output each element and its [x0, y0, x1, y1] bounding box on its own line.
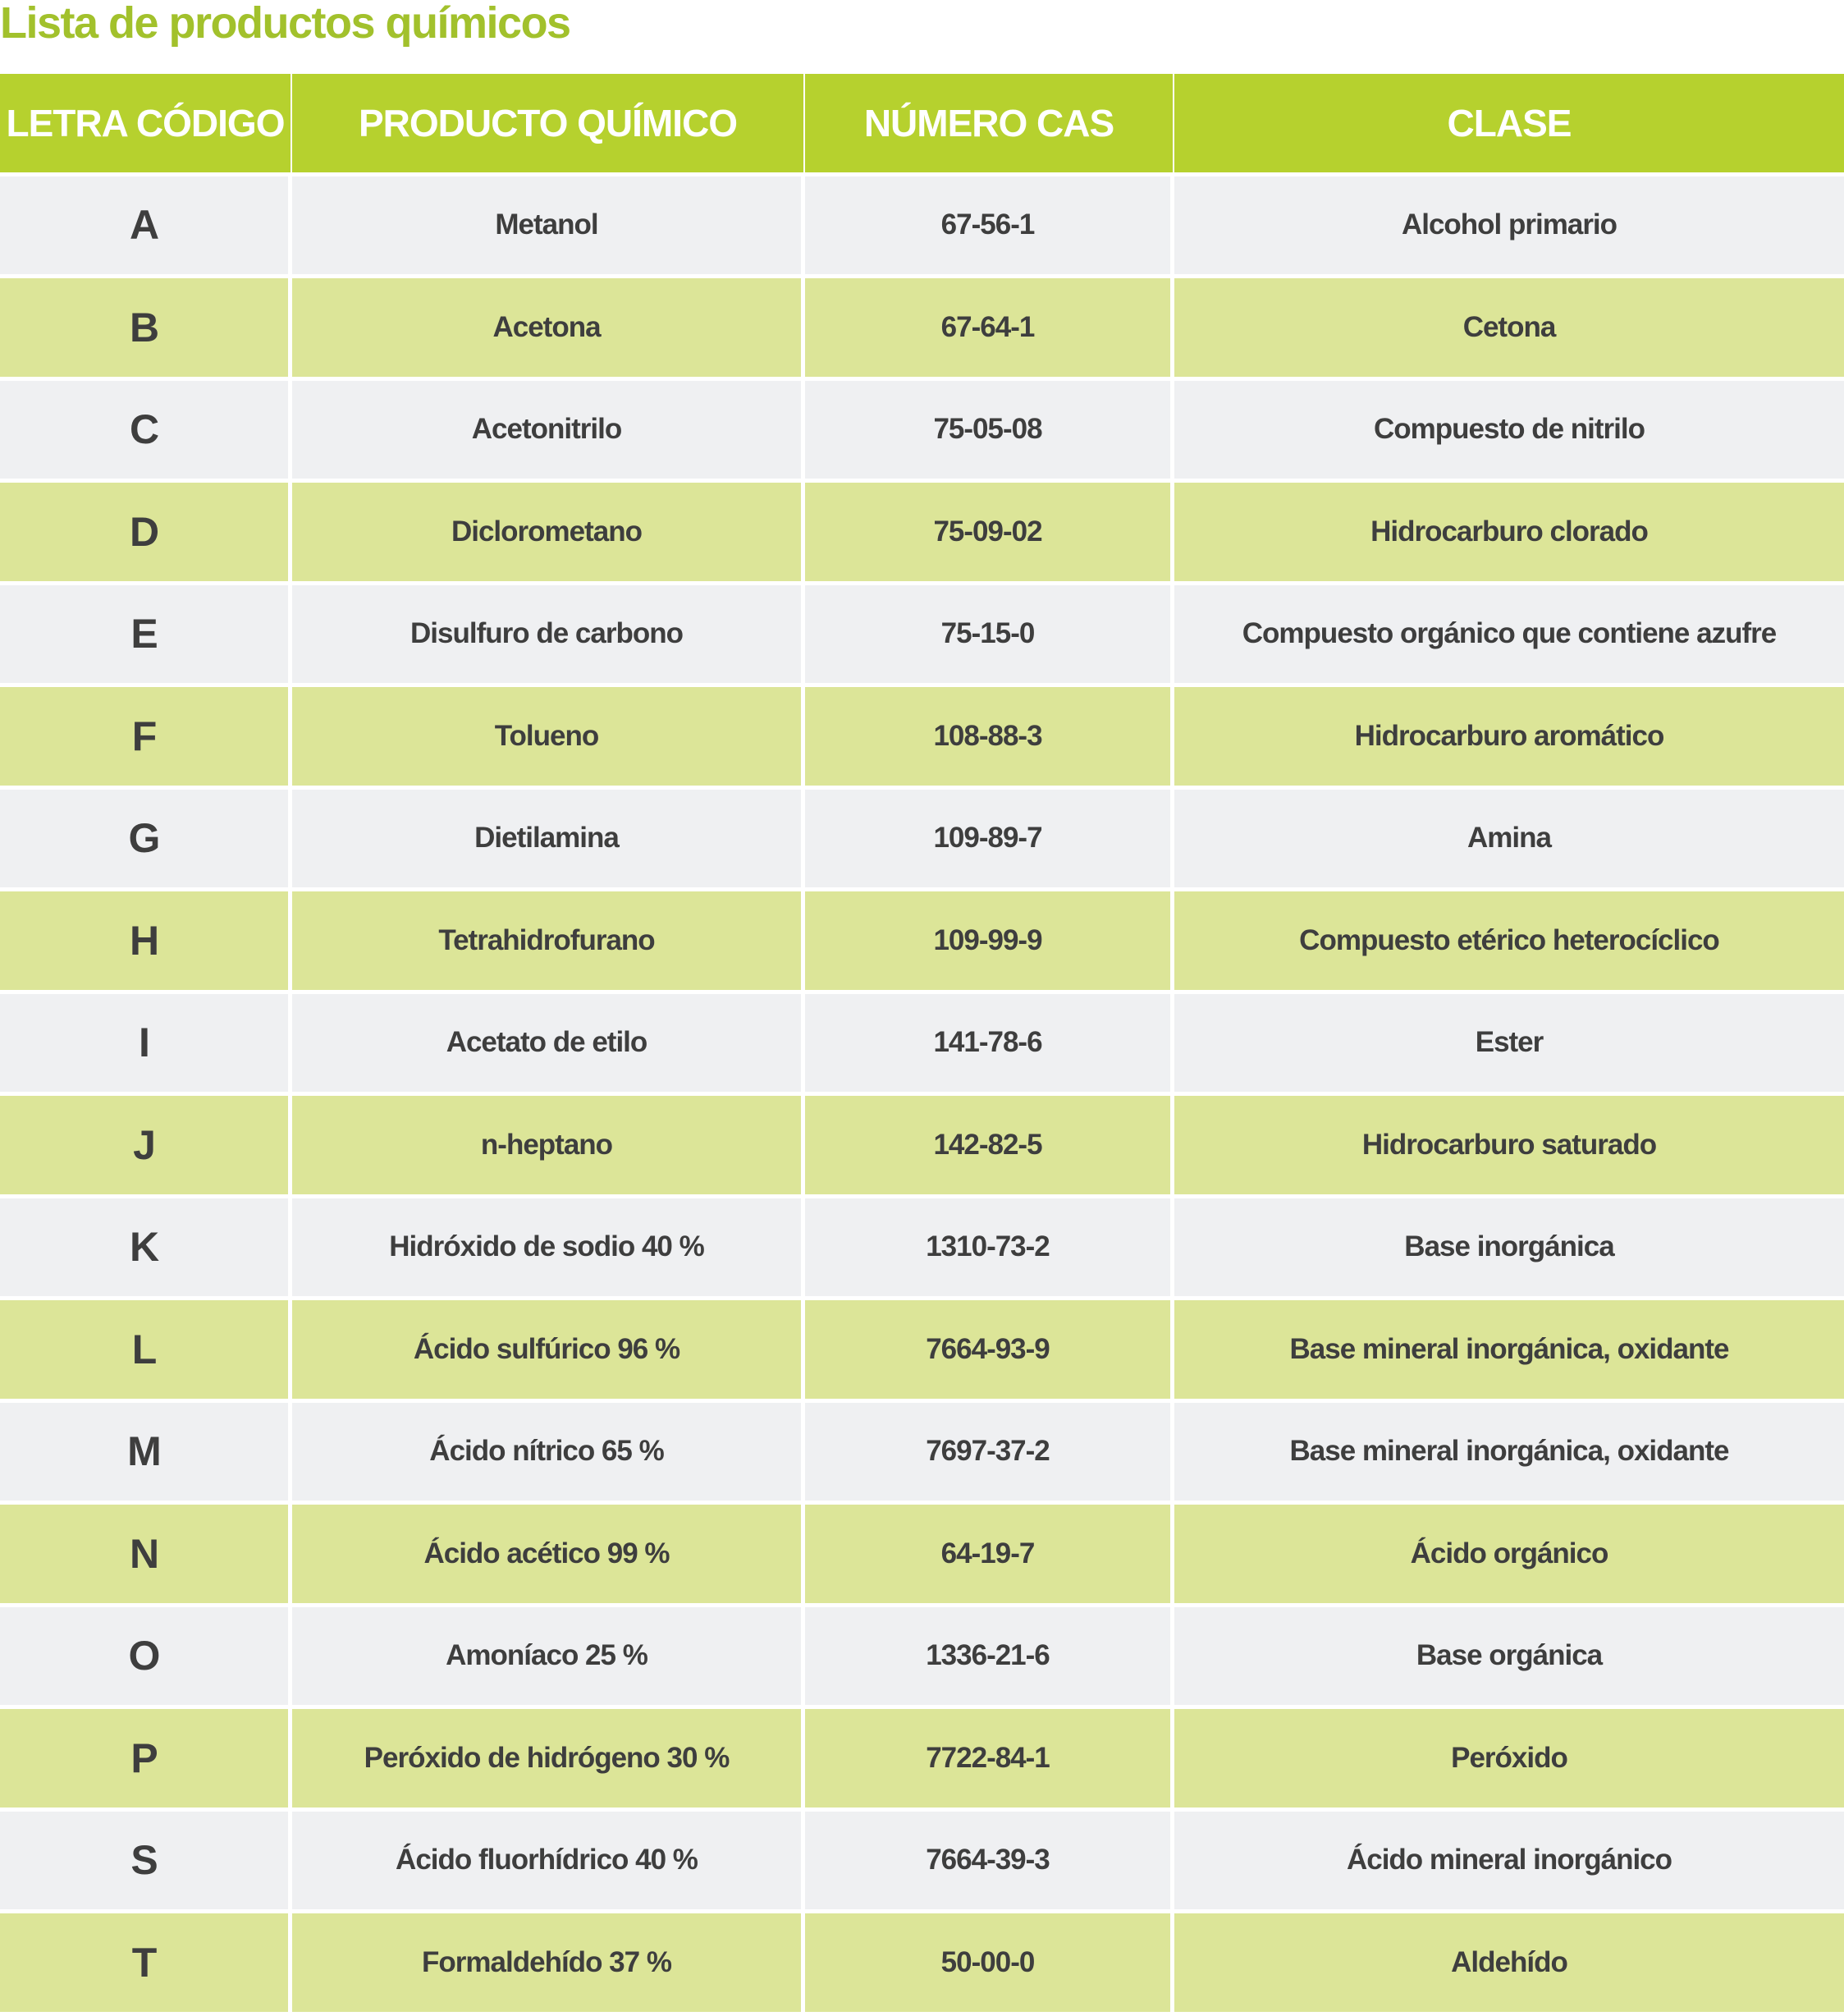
header-code: LETRA CÓDIGO — [0, 74, 292, 176]
cell-cas: 108-88-3 — [805, 687, 1174, 790]
cell-class: Hidrocarburo clorado — [1174, 483, 1844, 585]
cell-product: Ácido sulfúrico 96 % — [292, 1300, 805, 1403]
header-class: CLASE — [1174, 74, 1844, 176]
cell-class: Hidrocarburo saturado — [1174, 1096, 1844, 1198]
cell-code: E — [0, 585, 292, 688]
cell-cas: 142-82-5 — [805, 1096, 1174, 1198]
cell-cas: 7664-39-3 — [805, 1812, 1174, 1914]
header-product: PRODUCTO QUÍMICO — [292, 74, 805, 176]
cell-product: Hidróxido de sodio 40 % — [292, 1198, 805, 1301]
cell-code: L — [0, 1300, 292, 1403]
cell-cas: 1310-73-2 — [805, 1198, 1174, 1301]
cell-product: Amoníaco 25 % — [292, 1607, 805, 1710]
cell-cas: 1336-21-6 — [805, 1607, 1174, 1710]
cell-cas: 109-89-7 — [805, 790, 1174, 892]
cell-product: Ácido acético 99 % — [292, 1505, 805, 1607]
cell-class: Base inorgánica — [1174, 1198, 1844, 1301]
cell-product: Dietilamina — [292, 790, 805, 892]
cell-code: M — [0, 1403, 292, 1505]
cell-code: H — [0, 891, 292, 994]
cell-cas: 75-05-08 — [805, 381, 1174, 483]
cell-code: A — [0, 176, 292, 279]
cell-cas: 109-99-9 — [805, 891, 1174, 994]
cell-class: Alcohol primario — [1174, 176, 1844, 279]
cell-product: Tetrahidrofurano — [292, 891, 805, 994]
cell-class: Aldehído — [1174, 1913, 1844, 2016]
cell-class: Ácido mineral inorgánico — [1174, 1812, 1844, 1914]
cell-code: P — [0, 1709, 292, 1812]
cell-cas: 64-19-7 — [805, 1505, 1174, 1607]
cell-product: n-heptano — [292, 1096, 805, 1198]
cell-cas: 7697-37-2 — [805, 1403, 1174, 1505]
cell-cas: 75-15-0 — [805, 585, 1174, 688]
cell-class: Cetona — [1174, 278, 1844, 381]
cell-class: Compuesto de nitrilo — [1174, 381, 1844, 483]
cell-code: K — [0, 1198, 292, 1301]
cell-code: J — [0, 1096, 292, 1198]
cell-cas: 75-09-02 — [805, 483, 1174, 585]
header-cas: NÚMERO CAS — [805, 74, 1174, 176]
cell-code: I — [0, 994, 292, 1097]
cell-cas: 50-00-0 — [805, 1913, 1174, 2016]
cell-product: Acetonitrilo — [292, 381, 805, 483]
cell-product: Diclorometano — [292, 483, 805, 585]
cell-product: Ácido nítrico 65 % — [292, 1403, 805, 1505]
cell-product: Peróxido de hidrógeno 30 % — [292, 1709, 805, 1812]
cell-product: Disulfuro de carbono — [292, 585, 805, 688]
cell-code: C — [0, 381, 292, 483]
cell-class: Ácido orgánico — [1174, 1505, 1844, 1607]
cell-code: B — [0, 278, 292, 381]
cell-code: G — [0, 790, 292, 892]
cell-code: T — [0, 1913, 292, 2016]
cell-code: N — [0, 1505, 292, 1607]
cell-class: Peróxido — [1174, 1709, 1844, 1812]
cell-cas: 141-78-6 — [805, 994, 1174, 1097]
cell-product: Metanol — [292, 176, 805, 279]
cell-product: Acetona — [292, 278, 805, 381]
cell-class: Base mineral inorgánica, oxidante — [1174, 1403, 1844, 1505]
cell-product: Formaldehído 37 % — [292, 1913, 805, 2016]
cell-code: D — [0, 483, 292, 585]
cell-cas: 67-64-1 — [805, 278, 1174, 381]
cell-class: Ester — [1174, 994, 1844, 1097]
cell-class: Base mineral inorgánica, oxidante — [1174, 1300, 1844, 1403]
cell-product: Acetato de etilo — [292, 994, 805, 1097]
cell-code: O — [0, 1607, 292, 1710]
cell-product: Ácido fluorhídrico 40 % — [292, 1812, 805, 1914]
page-title: Lista de productos químicos — [0, 0, 570, 48]
cell-cas: 7664-93-9 — [805, 1300, 1174, 1403]
cell-code: S — [0, 1812, 292, 1914]
cell-cas: 7722-84-1 — [805, 1709, 1174, 1812]
cell-class: Base orgánica — [1174, 1607, 1844, 1710]
cell-code: F — [0, 687, 292, 790]
cell-class: Amina — [1174, 790, 1844, 892]
cell-class: Hidrocarburo aromático — [1174, 687, 1844, 790]
cell-cas: 67-56-1 — [805, 176, 1174, 279]
cell-class: Compuesto etérico heterocíclico — [1174, 891, 1844, 994]
cell-class: Compuesto orgánico que contiene azufre — [1174, 585, 1844, 688]
chemicals-table — [0, 74, 1844, 2016]
cell-product: Tolueno — [292, 687, 805, 790]
